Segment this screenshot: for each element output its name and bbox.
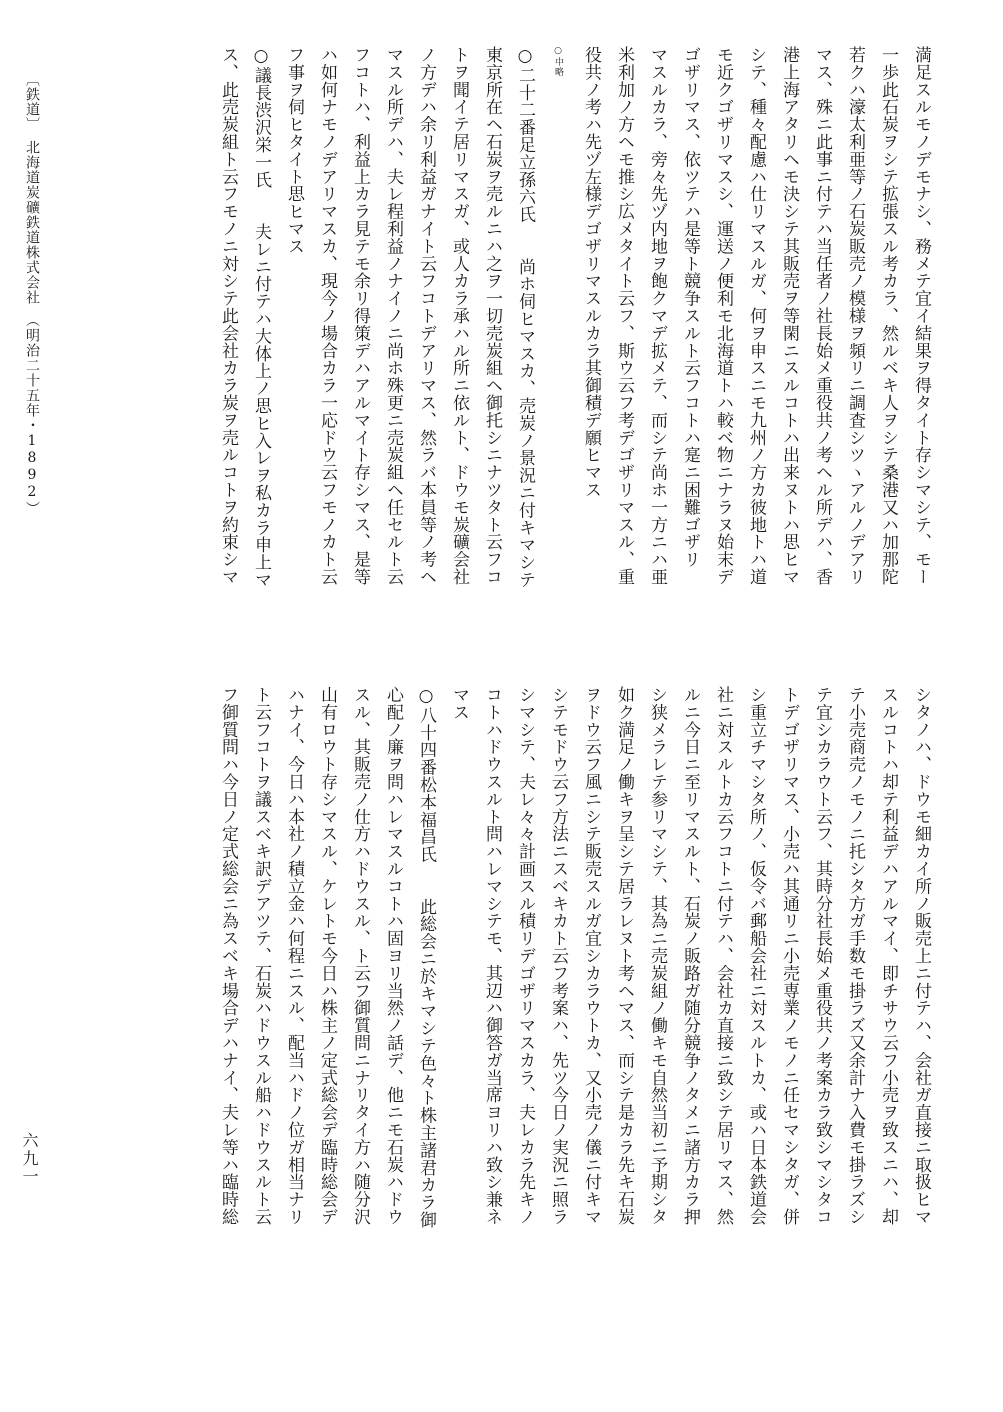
text-column: トヲ聞イテ居リマスガ、或人カラ承ハル所ニ依ルト、ドウモ炭礦会社: [449, 46, 469, 586]
text-column: フコトハ、利益上カラ見テモ余リ得策デハアルマイト存シマス、是等: [350, 46, 370, 586]
text-column: 山有ロウト存シマスル、ケレトモ今日ハ株主ノ定式総会デ臨時総会デ: [317, 686, 337, 1226]
lower-text-block: [97, 686, 937, 1294]
text-column: 東京所在ヘ石炭ヲ売ルニハ之ヲ一切売炭組ヘ御托シニナツタト云フコ: [482, 46, 502, 586]
text-column: フ事ヲ伺ヒタイト思ヒマス: [284, 46, 304, 255]
text-column: ノ方デハ余リ利益ガナイト云フコトデアリマス、然ラバ本員等ノ考ヘ: [416, 46, 436, 586]
text-column: マスルカラ、旁々先ヅ内地ヲ飽クマデ拡メテ、而シテ尚ホ一方ニハ亜: [647, 46, 667, 586]
text-column: ハナイ、今日ハ本社ノ積立金ハ何程ニスル、配当ハドノ位ガ相当ナリ: [284, 686, 304, 1226]
text-column: ハ如何ナモノデアリマスカ、現今ノ場合カラ一応ドウ云フモノカト云: [317, 46, 337, 586]
text-column: シテ、種々配慮ハ仕リマスルガ、何ヲ申スニモ九州ノ方カ彼地トハ道: [746, 46, 766, 586]
text-column: コトハドウスルト問ハレマシテモ、其辺ハ御答ガ当席ヨリハ致シ兼ネ: [482, 686, 502, 1226]
upper-text-block: [97, 46, 937, 646]
text-column: ○八十四番松本福昌氏 此総会ニ於キマシテ色々ト株主諸君カラ御: [416, 686, 436, 1229]
text-column: 社ニ対スルトカ云フコトニ付テハ、会社カ直接ニ致シテ居リマス、然: [713, 686, 733, 1226]
text-column: 心配ノ廉ヲ問ハレマスルコトハ固ヨリ当然ノ話デ、他ニモ石炭ハドウ: [383, 686, 403, 1226]
page-number: 六九一: [20, 1132, 39, 1186]
text-column: シテモドウ云フ方法ニスベキカト云フ考案ハ、先ツ今日ノ実況ニ照ラ: [548, 686, 568, 1226]
text-column: トデゴザリマス、小売ハ其通リニ小売専業ノモノニ任セマシタガ、併: [779, 686, 799, 1226]
text-column: 役共ノ考ハ先ヅ左様デゴザリマスルカラ其御積デ願ヒマス: [581, 46, 601, 499]
text-column: ゴザリマス、依ツテハ是等ト競争スルト云フコトハ寔ニ困難ゴザリ: [680, 46, 700, 568]
text-column: 満足スルモノデモナシ、務メテ宜イ結果ヲ得タイト存シマシテ、モー: [911, 46, 931, 586]
text-column: ○議長渋沢栄一氏 夫レニ付テハ大体上ノ思ヒ入レヲ私カラ申上マ: [251, 46, 271, 589]
text-column: ヲドウ云フ風ニシテ販売スルガ宜シカラウトカ、又小売ノ儀ニ付キマ: [581, 686, 601, 1226]
text-column: 若クハ濠太利亜等ノ石炭販売ノ模様ヲ頻リニ調査シツヽアルノデアリ: [845, 46, 865, 586]
text-column: ○中略: [553, 46, 563, 77]
text-column: 米利加ノ方ヘモ推シ広メタイト云フ、斯ウ云フ考デゴザリマスル、重: [614, 46, 634, 586]
text-column: 如ク満足ノ働キヲ呈シテ居ラレヌト考ヘマス、而シテ是カラ先キ石炭: [614, 686, 634, 1226]
text-column: ス、此売炭組ト云フモノニ対シテ此会社カラ炭ヲ売ルコトヲ約束シマ: [218, 46, 238, 586]
running-head: 〔鉄道〕 北海道炭礦鉄道株式会社 （明治二十五年・1892）: [24, 72, 40, 516]
text-column: モ近クゴザリマスシ、運送ノ便利モ北海道トハ較ベ物ニナラヌ始末デ: [713, 46, 733, 586]
text-column: 港上海アタリヘモ決シテ其販売ヲ等閑ニスルコトハ出来ヌトハ思ヒマ: [779, 46, 799, 586]
text-column: マスル所デハ、夫レ程利益ノナイノニ尚ホ殊更ニ売炭組ヘ任セルト云: [383, 46, 403, 586]
text-column: シマシテ、夫レ々々計画スル積リデゴザリマスカラ、夫レカラ先キノ: [515, 686, 535, 1226]
text-column: スル、其販売ノ仕方ハドウスル、ト云フ御質問ニナリタイ方ハ随分沢: [350, 686, 370, 1226]
text-column: ○二十二番足立孫六氏 尚ホ伺ヒマスカ、売炭ノ景況ニ付キマシテ: [515, 46, 535, 589]
text-column: テ小売商売ノモノニ托シタ方ガ手数モ掛ラズ又余計ナ入費モ掛ラズシ: [845, 686, 865, 1226]
text-column: フ御質問ハ今日ノ定式総会ニ為スベキ場合デハナイ、夫レ等ハ臨時総: [218, 686, 238, 1226]
text-column: シタノハ、ドウモ細カイ所ノ販売上ニ付テハ、会社ガ直接ニ取扱ヒマ: [911, 686, 931, 1226]
text-column: ルニ今日ニ至リマスルト、石炭ノ販路ガ随分競争ノタメニ諸方カラ押: [680, 686, 700, 1226]
text-column: シ狭メラレテ参リマシテ、其為ニ売炭組ノ働キモ自然当初ニ予期シタ: [647, 686, 667, 1226]
text-column: 一歩此石炭ヲシテ拡張スル考カラ、然ルベキ人ヲシテ桑港又ハ加那陀: [878, 46, 898, 586]
text-column: マス、殊ニ此事ニ付テハ当任者ノ社長始メ重役共ノ考ヘル所デハ、香: [812, 46, 832, 586]
text-column: スルコトハ却テ利益デハアルマイ、即チサウ云フ小売ヲ致スニハ、却: [878, 686, 898, 1226]
text-column: テ宜シカラウト云フ、其時分社長始メ重役共ノ考案カラ致シマシタコ: [812, 686, 832, 1226]
text-column: シ重立チマシタ所ノ、仮令バ郵船会社ニ対スルトカ、或ハ日本鉄道会: [746, 686, 766, 1226]
text-column: マス: [449, 686, 469, 721]
text-column: ト云フコトヲ議スベキ訳デアツテ、石炭ハドウスル船ハドウスルト云: [251, 686, 271, 1226]
